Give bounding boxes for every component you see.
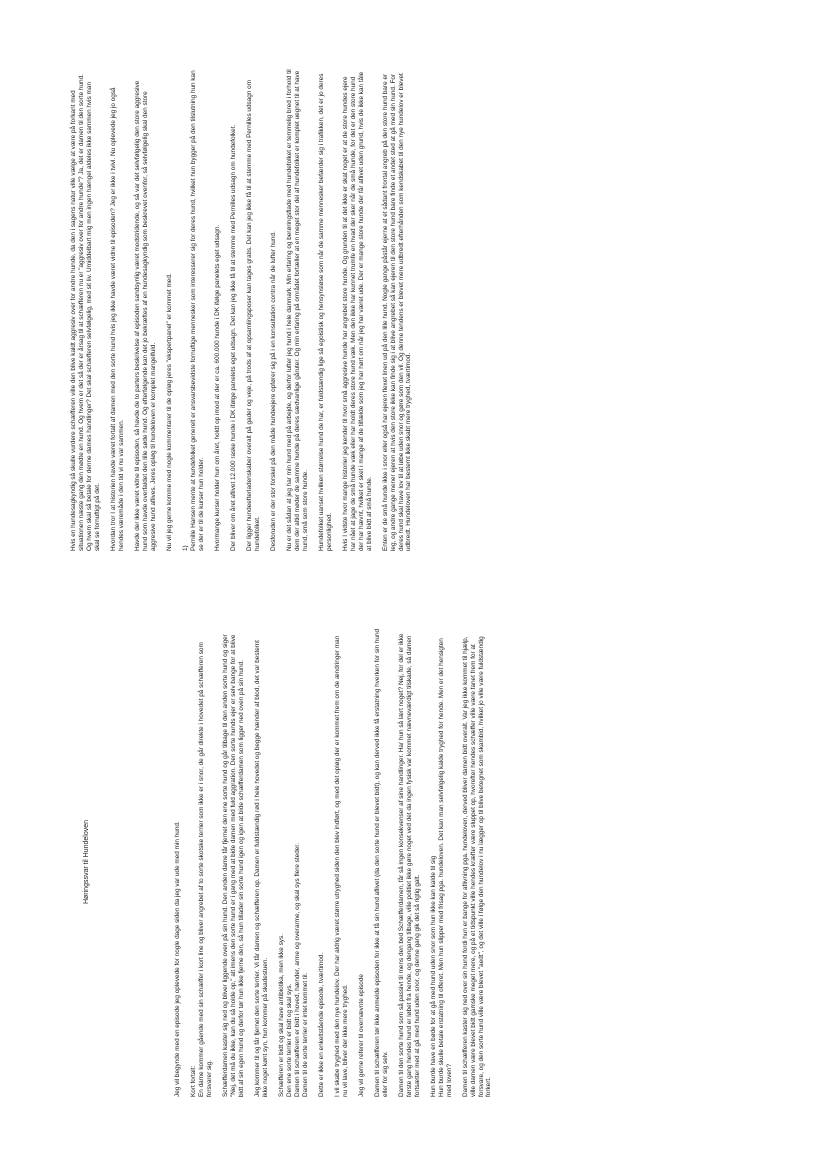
paragraph: Kort fortalt: En dame kommer gående med sin schæffer i kort line og bliver angrebet af to sorte skotske terrier som ikke er i snor, de går direkte i hovedet på schæfferen som forsvarer sig. xyxy=(190,642,213,1097)
left-text-column xyxy=(82,627,502,1097)
paragraph: Desforuden er der stor forskel på den måde hundeejere opfører sig på i en konsultation contra når de lufter hund. xyxy=(269,231,277,551)
document-title: Høringssvar til Hundeloven xyxy=(83,819,90,905)
paragraph: Dette er ikke en enkeltstående episode, tværtimod. xyxy=(317,952,325,1097)
paragraph: Schæfferen er bidt og skal have antibiotika, men ikke sys. Den ene sorte terrier er bidt og skal sys. Damen til schæfferen er bidt i hoved, hænder, arme og overarme, og skal sys flere steder. Damen til de sorte terrier er intet kommet til. xyxy=(277,843,309,1097)
paragraph: Havde der ikke været vidne til episoden, så havde de to parters beskrivelse af episoden sandsynlig været modstridende, og så var det selvfølgelig den store aggresive hund som havde overfaldet den lille søde hund. Og efterfølgende kan det jo bekræftes af en hundesagkyndig som beskrevet ovenfor, så selvfølgelig skal den store aggresive hund aflives. Jeres opløg til hundeloven er komplet mangelfuld. xyxy=(133,80,157,551)
right-text-column xyxy=(70,69,422,551)
paragraph: Nu er det sådan at jeg har min hund med på arbejde, og derfor lufter jeg hund i hele danmark. Min erfaring og berøringsflade med hundefolket er temmelig bred i forhold til dem der altid møder de samme hunde på deres sædvanlige gåruter. Og min erfaring på området fortæller at en meget stor del af hundefolket er komplet uegnet til at have hund, små som store hunde. xyxy=(286,69,309,551)
paragraph: Enten er de små hunde ikke i snor eller også har ejeren flexet linen ud på den lille hund. Nogle gange påstår ejerne at et sådant frontal angreb på den store hund bare er leg, og andre gange mener ejeren at hvis den store ikke kan finde sig i at blive angrebet så kan ejeren til den store hund bare finde et andet sted at gå med sin hund. For deres hund skal have lov til at løbe uden snor og gøre som den vil. Og denne tendens er blevet mere udbredt efterhånden som kendskabet til den nye hundelov er blevet udbredt. Hundeloven har bestemt ikke skabt mere tryghed, tværtimod. xyxy=(381,73,413,551)
paragraph: Jeg vil gerne referer til overnævnte episode xyxy=(357,974,365,1097)
paragraph: Hvormange kurser holder hun om året, holdt op imod at der er ca. 600.000 hunde i DK ifølge panelets eget udsagn. xyxy=(213,224,221,551)
paragraph: I vil skabe tryghed med den nye hundelov. Der har aldrig været større utryghed siden den blev indført, og med det opløg der er kommet frem om de ændringer man nu vil lave, bliver der ikke mere tryghed. xyxy=(333,635,349,1097)
paragraph: Damen til den sorte hund som så passivt til mens den bed Schæfferdamen, får så ingen konsekvenser af sine handlinger. Har hun så lært noget? Nej, for del er ikke første gang hendes hund er løbet fra hende, og dengang tilbage, ville politiet ikke gøre noget ved det da ingen fysisk var kommet nævneværdigt tilskade, så damen fortsætter med at gå med hund uden snor, og denne gang gik det så rigtig galt. xyxy=(397,633,421,1097)
paragraph: Hundefolket uanset hvilken størrelse hund de har, er fuldstændig lige så egoistisk og hensynsløse som når de samme mennesker befærder sig i trafikken, det er jo deres personlighed. xyxy=(317,73,333,551)
paragraph: Hvordan tror I at historien havde været fortalt af damen med den sorte hund hvis jeg ikke havde været vidne til episoden? Jeg er ikke i tvivl. Nu oplevede jeg jo også hendes væremåde i den tid vi nu var sammen. xyxy=(109,87,125,551)
paragraph: Der ligger hundeefterladenskaber overalt på gader og veje, på trods af at opsamlingsposer kan tages gratis. Det kan jeg ikke få til at stemme med Pernilles udsagn om hundefolket. xyxy=(245,79,261,551)
paragraph: Schæfferdamen kaster sig ned og bliver liggende oven på sin hund. Den anden dame får fjernet den ene sorte hund og går tilbage til den anden sorte hund og siger "Nej, det må du ikke, kan du så holde op," alt imens den sorte hund er i gang med at bide damen med fuld aggration. Den sorte hunds ejer er selv bange for at blive bidt af sin egen hund og derfor tør hun ikke fjerne den, så hun tillader sin sorte hund igen og igen at bide schæfferdamen som ligger ned oven på sin hund. xyxy=(222,634,245,1097)
paragraph: Der bliver om året aflivet 12.000 raske hunde i DK ifølge panelets eget udsagn. Det kan jeg ikke få til at stemme med Pernilles udsagn om hundefolket. xyxy=(229,124,237,551)
paragraph: Jeg vil begynde med en episode jeg oplevede for nogle dage siden da jeg var ude med min hund. xyxy=(174,821,181,1097)
paragraph: Hvis en hundesagkyndig så skulle vurdere schæfferen ville den blive kaldt aggresiv over for andre hunde, da den i sagens natur ville vælge at være på forkant med situationen næste gang den mødte en hund. Og hvem er det så der er årsag til at schæfferen nu er "aggresiv over for andre hunde"? Ja, det er damen til den sorte hund. Og hvem skal så betale for denne dames handlinger? Det skal schæfferen selvfølgelig, med sit liv. Umiddelbart mig men ingen hængel aldeles ikke sammen hvis man skal se fornuftigt på det. xyxy=(70,74,101,551)
paragraph: Nu vil jeg gerne komme med nogle kommentarer til de opløg jeres "ekspertpanel" er kommet med. xyxy=(165,273,173,551)
paragraph: Hvis I vidste hvor mange historier jeg kender til hvor små aggresive hunde har angrebet store hunde. Og grunden til at det ikke er skat noget er at de store hundes ejere har nået at jage de små hunde væk eller har holdt deres store hund væk. Men den ikke har kunnet trumfe en hvad der sker når de små hunde, for det er den store hund der har hævnt, hvilket er sket i mange af de tilfælde som jeg har hørt om når jeg har været ude. Der er mange store hunde der får aflivet uden grund, hvis de ikke kan tåle at blive bidt af små hunde. xyxy=(341,71,373,551)
paragraph: Damen til schæfferen kaster sig ned over sin hund fordi hun er bange for aflivning pga. hundeloven, derved bliver damen bidt overalt. Var jeg ikke kommet til hjælp, ville damen være blevet bidt gamske meget mere, og på et tidspunkt ville hendes kræfter være sluppet op, hvorefter hendes schæffer ville være fanet frem for at forsvare, og den sorte hund ville være blevet "aedt", og det ville i følge den hundelov i nu lægger op til blive betegnet som skambid, hvilket jo ville være fuldstændig forkert. xyxy=(461,636,493,1097)
paragraph: Hun burde have en bøde for at gå med hund uden snor som hun ikke kan kalde til sig Hun burde skulle betale erstatning til offeret. Men hun slipper med frisag pga. hundeloven. Det kan man selvfølgelig kalde tryghed for hende. Men er det hensigten med loven? xyxy=(429,638,453,1097)
paragraph: Jeg kommer til og får fjernet den sorte terrier. Vi får damen og schæfferen op. Damen er fuldstændig rød i hele hovedet og begge hænder af blod, det var bestemt ikke noget kønt syn, hun kommer på skadestuen. xyxy=(253,640,269,1097)
paragraph: 1) Pernille Hansen mente at hundefolket generelt er ansvarsbevidste fornuftige mennesker som interesserer sig for deres hund, hvilket hun bygger på den tilslutning hun kan se der er til de kurser hun holder. xyxy=(181,70,205,551)
paragraph: Damen til schæfferen tør ikke anmelde episoden for ikke at få sin hund aflivet (da den sorte hund er blevet bidt), og kan derved ikke få erstatning hverken for sin hund eller for sig selv. xyxy=(373,628,389,1097)
